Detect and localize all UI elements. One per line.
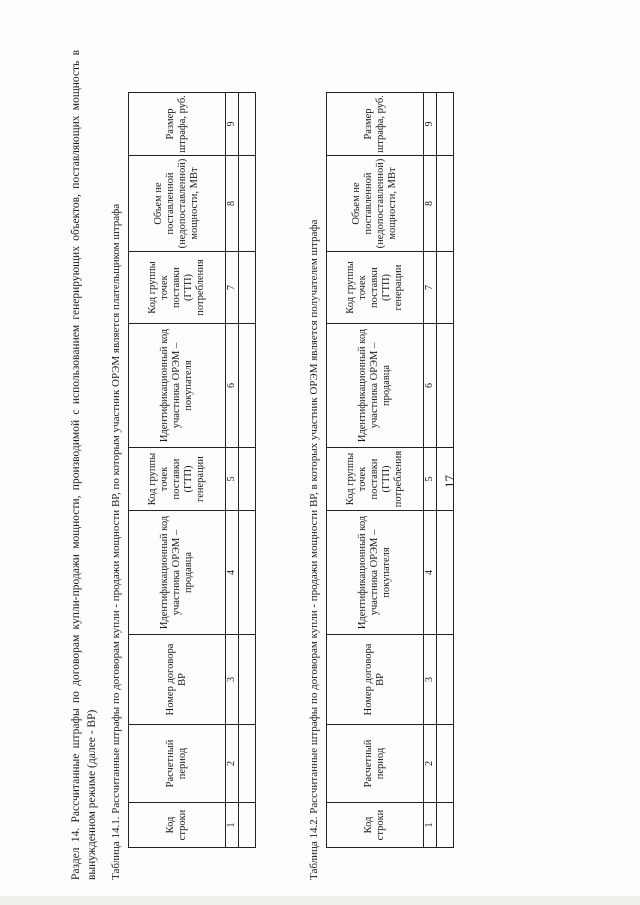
- table1-empty-cell: [239, 156, 256, 252]
- table2-empty-cell: [437, 803, 454, 848]
- table1-header-cell: Идентификационный код участника ОРЭМ – продавца: [129, 511, 226, 635]
- table1-header-cell: Объем не поставленной (недопоставленной) мощности, МВт: [129, 156, 226, 252]
- table2-empty-cell: [437, 324, 454, 448]
- scan-edge: [0, 896, 640, 905]
- table1-header-cell: Номер договора ВР: [129, 635, 226, 725]
- table2-header-cell: Расчетный период: [327, 725, 424, 803]
- table1-number-cell: 6: [226, 324, 239, 448]
- table2-number-cell: 8: [424, 156, 437, 252]
- table1-caption: Таблица 14.1. Рассчитанные штрафы по договорам купли - продажи мощности ВР, по которым участник ОРЭМ является плательщиком штрафа: [110, 203, 122, 880]
- table1-number-cell: 9: [226, 93, 239, 156]
- table2-empty-cell: [437, 725, 454, 803]
- table2-header-cell: Объем не поставленной (недопоставленной) мощности, МВт: [327, 156, 424, 252]
- table2-number-cell: 1: [424, 803, 437, 848]
- table2-number-cell: 9: [424, 93, 437, 156]
- table1-empty-cell: [239, 93, 256, 156]
- table2-empty-cell: [437, 448, 454, 511]
- table2-header-cell: Номер договора ВР: [327, 635, 424, 725]
- table1-empty-cell: [239, 511, 256, 635]
- table1-header-cell: Размер штрафа, руб.: [129, 93, 226, 156]
- table1-number-row: [226, 93, 239, 848]
- table2-header-cell: Код группы точек поставки (ГТП) потребления: [327, 448, 424, 511]
- table2-empty-cell: [437, 93, 454, 156]
- table1-number-cell: 5: [226, 448, 239, 511]
- table2-header-cell: Идентификационный код участника ОРЭМ – продавца: [327, 324, 424, 448]
- table2-empty-cell: [437, 635, 454, 725]
- table1-empty-cell: [239, 448, 256, 511]
- rotated-content: [62, 28, 622, 888]
- table1-empty-row: [239, 93, 256, 848]
- table2-number-cell: 5: [424, 448, 437, 511]
- table1-header-cell: Расчетный период: [129, 725, 226, 803]
- table2-empty-cell: [437, 156, 454, 252]
- table2-number-cell: 7: [424, 252, 437, 324]
- table1-empty-cell: [239, 635, 256, 725]
- section-heading: Раздел 14. Рассчитанные штрафы по договорам купли-продажи мощности, производимой с использованием генерирующих объектов, поставляющих мощность в вынужденном режиме (далее - ВР): [70, 50, 98, 880]
- table1-number-cell: 8: [226, 156, 239, 252]
- table2-header-cell: Идентификационный код участника ОРЭМ – покупателя: [327, 511, 424, 635]
- table1-empty-cell: [239, 725, 256, 803]
- table1-header-cell: Код группы точек поставки (ГТП) потребления: [129, 252, 226, 324]
- table1-number-cell: 2: [226, 725, 239, 803]
- table1-header-row: [129, 93, 226, 848]
- table2-empty-row: [437, 93, 454, 848]
- table1-number-cell: 4: [226, 511, 239, 635]
- table1-number-cell: 7: [226, 252, 239, 324]
- table1-header-cell: Код строки: [129, 803, 226, 848]
- table2-empty-cell: [437, 252, 454, 324]
- table2-caption: Таблица 14.2. Рассчитанные штрафы по договорам купли - продажи мощности ВР, в которых участник ОРЭМ является получателем штрафа: [308, 219, 320, 880]
- table1-number-cell: 3: [226, 635, 239, 725]
- table2: [326, 92, 454, 848]
- table1: [128, 92, 256, 848]
- page-number: 17: [442, 475, 457, 488]
- table2-number-row: [424, 93, 437, 848]
- table1-empty-cell: [239, 803, 256, 848]
- table1-number-cell: 1: [226, 803, 239, 848]
- table2-empty-cell: [437, 511, 454, 635]
- table2-header-cell: Код строки: [327, 803, 424, 848]
- table2-header-cell: Размер штрафа, руб.: [327, 93, 424, 156]
- table1-empty-cell: [239, 324, 256, 448]
- table1-empty-cell: [239, 252, 256, 324]
- table2-number-cell: 2: [424, 725, 437, 803]
- table2-number-cell: 3: [424, 635, 437, 725]
- table2-header-row: [327, 93, 424, 848]
- table1-header-cell: Код группы точек поставки (ГТП) генерации: [129, 448, 226, 511]
- table2-number-cell: 4: [424, 511, 437, 635]
- table2-header-cell: Код группы точек поставки (ГТП) генерации: [327, 252, 424, 324]
- table1-header-cell: Идентификационный код участника ОРЭМ – покупателя: [129, 324, 226, 448]
- table2-number-cell: 6: [424, 324, 437, 448]
